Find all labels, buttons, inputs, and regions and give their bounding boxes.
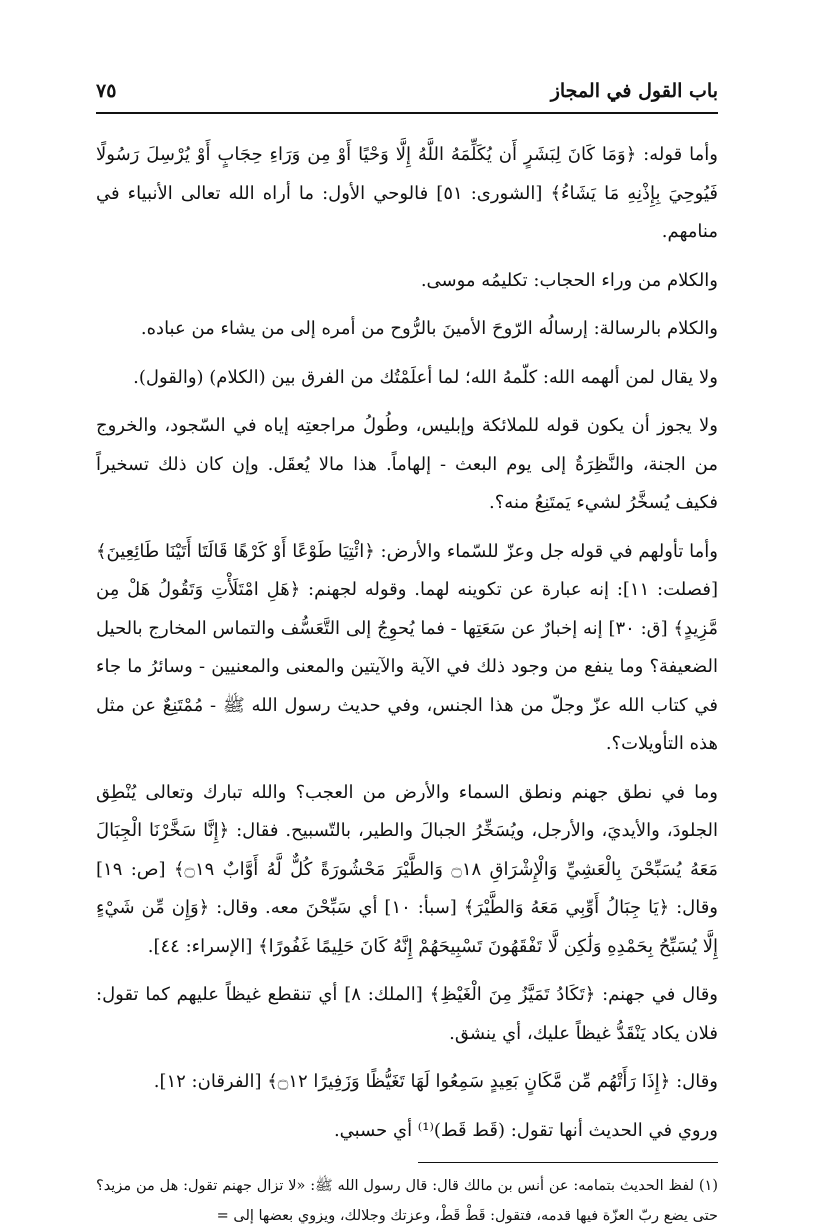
paragraph-speech-of-jahannam: وما في نطق جهنم ونطق السماء والأرض من العجب؟ والله تبارك وتعالى يُنْطِق الجلودَ، والأيديَ، والأرجل، ويُسَخِّرُ الجبالَ والطير، بالتّسبيح. فقال: ﴿إِنَّا سَخَّرْنَا الْجِبَالَ مَعَهُ يُسَبِّحْنَ بِالْعَشِيِّ وَالْإِشْرَاقِ ۝١٨ وَالطَّيْرَ مَحْشُورَةً كُلٌّ لَّهُ أَوَّابٌ ۝١٩﴾ [ص: ١٩] وقال: ﴿يَا جِبَالُ أَوِّبِي مَعَهُ وَالطَّيْرَ﴾ [سبأ: ١٠] أي سَبِّحْنَ معه. وقال: ﴿وَإِن مِّن شَيْءٍ إِلَّا يُسَبِّحُ بِحَمْدِهِ وَلَٰكِن لَّا تَفْقَهُونَ تَسْبِيحَهُمْ إِنَّهُ كَانَ حَلِيمًا غَفُورًا﴾ [الإسراء: ٤٤].: [96, 781, 718, 957]
paragraph-sky-earth: وأما تأولهم في قوله جل وعزّ للسّماء والأرض: ﴿ائْتِيَا طَوْعًا أَوْ كَرْهًا قَالَتَا أَتَيْنَا طَائِعِينَ﴾ [فصلت: ١١]: إنه عبارة عن تكوينه لهما. وقوله لجهنم: ﴿هَلِ امْتَلَأْتِ وَتَقُولُ هَلْ مِن مَّزِيدٍ﴾ [ق: ٣٠] إنه إخبارٌ عن سَعَتِها - فما يُحوِجُ إلى التَّعَسُّف والتماس المخارج بالحيل الضعيفة؟ وما ينفع من وجود ذلك في الآية والآيتين والمعنى والمعنيين - وسائرُ ما جاء في كتاب الله عزّ وجلّ من هذا الجنس، وفي حديث رسول الله ﷺ - مُمْتَنِعٌ عن مثل هذه التأويلات؟.: [96, 540, 718, 754]
footnote-separator: [418, 1162, 718, 1163]
chapter-title: باب القول في المجاز: [550, 80, 718, 102]
paragraph-inspiration: ولا يقال لمن ألهمه الله: كلّمهُ الله؛ لما أعلَمْتُك من الفرق بين (الكلام) (والقول).: [133, 366, 718, 388]
paragraph-angels-iblis: ولا يجوز أن يكون قوله للملائكة وإبليس، وطُولُ مراجعتِه إياه في السّجود، والخروج من الجنة، والنَّظِرَةُ إلى يوم البعث - إلهاماً. هذا مالا يُعقَل. وإن كان ذلك تسخيراً فكيف يُسخَّرُ لشيء يَمتَنِعُ منه؟.: [96, 415, 718, 513]
paragraph-speech-behind-veil: والكلام من وراء الحجاب: تكليمُه موسى.: [420, 269, 718, 291]
book-page: [96, 80, 718, 1231]
paragraph-quran-shura: وأما قوله: ﴿وَمَا كَانَ لِبَشَرٍ أَن يُكَلِّمَهُ اللَّهُ إِلَّا وَحْيًا أَوْ مِن وَرَاءِ حِجَابٍ أَوْ يُرْسِلَ رَسُولًا فَيُوحِيَ بِإِذْنِهِ مَا يَشَاءُ﴾ [الشورى: ٥١] فالوحي الأول: ما أراه الله تعالى الأنبياء في منامهم.: [96, 144, 718, 242]
paragraph-hadith: وروي في الحديث أنها تقول: (قَط قَط)⁽¹⁾ أي حسبي.: [333, 1119, 718, 1141]
running-header: [96, 80, 718, 114]
footnote-1: (١) لفظ الحديث بتمامه: عن أنس بن مالك قال: قال رسول الله ﷺ: «لا تزال جهنم تقول: هل من مزيد؟ حتى يضع ربّ العزّة فيها قدمه، فتقول: قَطْ قَطْ، وعزتك وجلالك، ويزوي بعضها إلى =: [96, 1178, 718, 1224]
paragraph-furqan: وقال: ﴿إِذَا رَأَتْهُم مِّن مَّكَانٍ بَعِيدٍ سَمِعُوا لَهَا تَغَيُّظًا وَزَفِيرًا ۝١٢﴾ [الفرقان: ١٢].: [153, 1071, 718, 1092]
page-number: ٧٥: [96, 80, 117, 102]
paragraph-speech-by-message: والكلام بالرسالة: إرسالُه الرّوحَ الأمينَ بالرُّوح من أمره إلى من يشاء من عباده.: [140, 318, 718, 339]
paragraph-rage: وقال في جهنم: ﴿تَكَادُ تَمَيَّزُ مِنَ الْغَيْظِ﴾ [الملك: ٨] أي تنقطع غيظاً عليهم كما تقول: فلان يكاد يَنْقَدُّ غيظاً عليك، أي ينشق.: [96, 984, 718, 1044]
